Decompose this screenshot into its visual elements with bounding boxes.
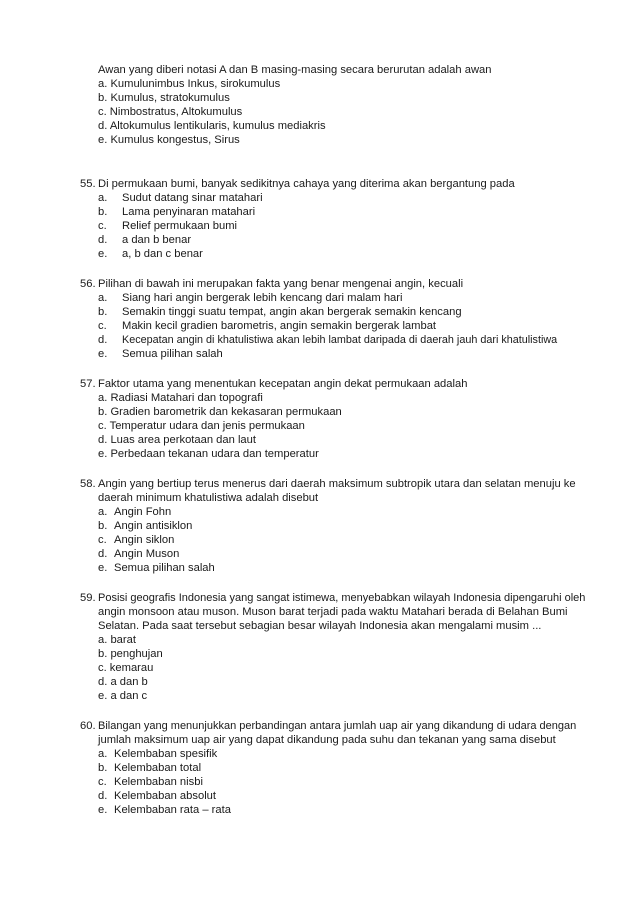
option: Angin Muson — [114, 548, 180, 560]
option: Semua pilihan salah — [122, 348, 223, 360]
option: Lama penyinaran matahari — [122, 206, 256, 218]
option: Kelembaban spesifik — [114, 748, 218, 760]
option-letter: c. — [98, 320, 107, 332]
option: Kelembaban total — [114, 762, 202, 774]
option: Angin siklon — [114, 534, 175, 546]
option: Semakin tinggi suatu tempat, angin akan bergerak semakin kencang — [122, 306, 462, 318]
option: b. penghujan — [98, 648, 163, 660]
option-letter: a. — [98, 748, 108, 760]
option-letter: b. — [98, 306, 108, 318]
option-letter: e. — [98, 804, 108, 816]
option: a, b dan c benar — [122, 248, 203, 260]
option: a. Radiasi Matahari dan topografi — [98, 392, 263, 404]
question-number: 56. — [80, 278, 96, 290]
question-stem: daerah minimum khatulistiwa adalah disebut — [98, 492, 319, 504]
question-stem: Posisi geografis Indonesia yang sangat istimewa, menyebabkan wilayah Indonesia dipengaruhi oleh — [98, 592, 586, 604]
option: c. Temperatur udara dan jenis permukaan — [98, 420, 305, 432]
option-letter: a. — [98, 192, 108, 204]
option-letter: c. — [98, 220, 107, 232]
option: c. kemarau — [98, 662, 154, 674]
option: Sudut datang sinar matahari — [122, 192, 263, 204]
option: Siang hari angin bergerak lebih kencang dari malam hari — [122, 292, 403, 304]
question-stem: Angin yang bertiup terus menerus dari daerah maksimum subtropik utara dan selatan menuju ke — [98, 478, 576, 490]
question-number: 60. — [80, 720, 96, 732]
option: d. Altokumulus lentikularis, kumulus mediakris — [98, 120, 326, 132]
option: Angin antisiklon — [114, 520, 193, 532]
option-letter: d. — [98, 234, 108, 246]
question-stem: jumlah maksimum uap air yang dapat dikandung pada suhu dan tekanan yang sama disebut — [98, 734, 556, 746]
option: e. Perbedaan tekanan udara dan temperatur — [98, 448, 319, 460]
option: d. a dan b — [98, 676, 148, 688]
option: a dan b benar — [122, 234, 192, 246]
option: Kelembaban nisbi — [114, 776, 203, 788]
question-number: 57. — [80, 378, 96, 390]
question-stem: Di permukaan bumi, banyak sedikitnya cahaya yang diterima akan bergantung pada — [98, 178, 515, 190]
question-stem: angin monsoon atau muson. Muson barat terjadi pada waktu Matahari berada di Belahan Bumi — [98, 606, 568, 618]
option-letter: e. — [98, 348, 108, 360]
option-letter: e. — [98, 562, 108, 574]
option: b. Kumulus, stratokumulus — [98, 92, 230, 104]
option: Kelembaban absolut — [114, 790, 217, 802]
option: Relief permukaan bumi — [122, 220, 238, 232]
option: Angin Fohn — [114, 506, 172, 518]
question-stem: Pilihan di bawah ini merupakan fakta yang benar mengenai angin, kecuali — [98, 278, 464, 290]
option-letter: e. — [98, 248, 108, 260]
option: d. Luas area perkotaan dan laut — [98, 434, 256, 446]
option: a. Kumulunimbus Inkus, sirokumulus — [98, 78, 281, 90]
option-letter: a. — [98, 506, 108, 518]
option: e. Kumulus kongestus, Sirus — [98, 134, 240, 146]
option-letter: c. — [98, 776, 107, 788]
option: Makin kecil gradien barometris, angin semakin bergerak lambat — [122, 320, 437, 332]
question-stem: Bilangan yang menunjukkan perbandingan antara jumlah uap air yang dikandung di udara dengan — [98, 720, 577, 732]
option: e. a dan c — [98, 690, 148, 702]
option-letter: a. — [98, 292, 108, 304]
option-letter: d. — [98, 548, 108, 560]
option: Kelembaban rata – rata — [114, 804, 231, 816]
question-number: 59. — [80, 592, 96, 604]
question-stem: Selatan. Pada saat tersebut sebagian besar wilayah Indonesia akan mengalami musim ... — [98, 620, 542, 632]
option-letter: c. — [98, 534, 107, 546]
question-number: 58. — [80, 478, 96, 490]
question-number: 55. — [80, 178, 96, 190]
option-letter: d. — [98, 790, 108, 802]
option: c. Nimbostratus, Altokumulus — [98, 106, 243, 118]
option-letter: b. — [98, 520, 108, 532]
option: Kecepatan angin di khatulistiwa akan lebih lambat daripada di daerah jauh dari khatulistiwa — [122, 334, 558, 346]
option-letter: b. — [98, 206, 108, 218]
option-letter: d. — [98, 334, 108, 346]
option-letter: b. — [98, 762, 108, 774]
question-stem: Awan yang diberi notasi A dan B masing-masing secara berurutan adalah awan — [98, 64, 492, 76]
option: b. Gradien barometrik dan kekasaran permukaan — [98, 406, 342, 418]
option: Semua pilihan salah — [114, 562, 215, 574]
question-stem: Faktor utama yang menentukan kecepatan angin dekat permukaan adalah — [98, 378, 468, 390]
option: a. barat — [98, 634, 136, 646]
